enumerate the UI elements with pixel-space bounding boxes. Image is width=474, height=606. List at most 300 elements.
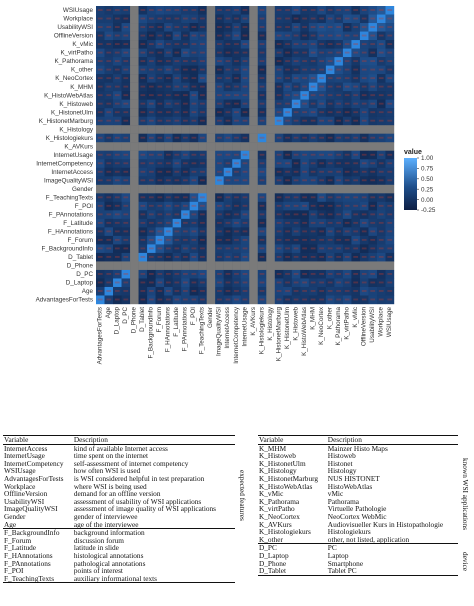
heatmap-cell (292, 125, 301, 134)
heatmap-cell (309, 125, 318, 134)
cell-value-mark (234, 69, 239, 71)
heatmap-cell (283, 185, 292, 194)
heatmap-cell (275, 185, 284, 194)
cell-value-mark (166, 230, 171, 232)
group-label-expected-features: expected features (238, 470, 247, 521)
heatmap-cell (207, 23, 216, 32)
cell-value-mark (387, 86, 392, 88)
cell-value-mark (157, 230, 162, 232)
heatmap-cell (283, 142, 292, 151)
y-tick-label: K_Pathorama (54, 58, 93, 66)
cell-value-mark (311, 213, 316, 215)
heatmap-cell (164, 261, 173, 270)
cell-value-mark (387, 239, 392, 241)
cell-value-mark (353, 77, 358, 79)
cell-value-mark (277, 137, 282, 139)
heatmap-cell (130, 227, 139, 236)
cell-value-mark (277, 60, 282, 62)
cell-value-mark (328, 77, 333, 79)
heatmap-cell (266, 74, 275, 83)
y-tick-label: F_BackgroundInfo (41, 245, 93, 253)
cell-value-mark (370, 154, 375, 156)
heatmap-cell (173, 125, 182, 134)
cell-value-mark (345, 86, 350, 88)
cell-value-mark (226, 162, 231, 164)
cell-value-mark (353, 230, 358, 232)
cell-value-mark (336, 69, 341, 71)
cell-value-mark (175, 26, 180, 28)
cell-value-mark (157, 299, 162, 301)
legend-tick-label: 0.25 (421, 186, 434, 194)
cell-value-mark (336, 18, 341, 20)
heatmap-cell (343, 185, 352, 194)
cell-value-mark (166, 43, 171, 45)
heatmap-cell (164, 142, 173, 151)
table-left-header-variable: Variable (3, 436, 73, 445)
cell-value-mark (192, 52, 197, 54)
heatmap-cell (249, 210, 258, 219)
cell-value-mark (192, 35, 197, 37)
cell-value-mark (345, 290, 350, 292)
heatmap-cell (266, 108, 275, 117)
legend-colorbar (404, 158, 417, 210)
legend-tick-label: 0.00 (421, 196, 434, 204)
cell-value-mark (175, 247, 180, 249)
cell-value-mark (183, 273, 188, 275)
cell-value-mark (294, 94, 299, 96)
cell-value-mark (115, 222, 120, 224)
cell-value-mark (285, 43, 290, 45)
cell-value-mark (370, 103, 375, 105)
cell-value-mark (115, 43, 120, 45)
cell-value-mark (200, 60, 205, 62)
cell-value-mark (166, 247, 171, 249)
cell-value-mark (192, 77, 197, 79)
cell-value-mark (140, 162, 145, 164)
cell-value-mark (183, 137, 188, 139)
heatmap-cell (96, 142, 105, 151)
cell-value-mark (285, 35, 290, 37)
heatmap-cell (275, 142, 284, 151)
heatmap-cell (130, 100, 139, 109)
cell-value-mark (217, 111, 222, 113)
heatmap-cell (266, 261, 275, 270)
cell-value-mark (294, 179, 299, 181)
cell-value-mark (149, 247, 154, 249)
cell-value-mark (115, 213, 120, 215)
description-cell: assessment of usability of WSI applications (73, 496, 202, 506)
heatmap-cell (266, 40, 275, 49)
cell-value-mark (234, 137, 239, 139)
heatmap-cell (385, 261, 394, 270)
variable-cell: K_virtPatho (259, 504, 295, 514)
cell-value-mark (328, 230, 333, 232)
cell-value-mark (370, 290, 375, 292)
cell-value-mark (345, 247, 350, 249)
cell-value-mark (226, 290, 231, 292)
heatmap-cell (215, 125, 224, 134)
y-tick-label: F_POI (74, 202, 93, 210)
cell-value-mark (175, 282, 180, 284)
cell-value-mark (98, 35, 103, 37)
cell-value-mark (379, 171, 384, 173)
cell-value-mark (370, 282, 375, 284)
cell-value-mark (260, 69, 265, 71)
cell-value-mark (183, 247, 188, 249)
heatmap-cell (207, 244, 216, 253)
cell-value-mark (140, 239, 145, 241)
heatmap-cell (249, 57, 258, 66)
cell-value-mark (294, 256, 299, 258)
cell-value-mark (192, 26, 197, 28)
cell-value-mark (328, 179, 333, 181)
cell-value-mark (370, 239, 375, 241)
cell-value-mark (362, 35, 367, 37)
heatmap-cell (130, 6, 139, 15)
description-cell: Laptop (327, 550, 349, 560)
description-cell: Smartphone (327, 558, 364, 568)
cell-value-mark (243, 43, 248, 45)
cell-value-mark (379, 43, 384, 45)
cell-value-mark (157, 43, 162, 45)
x-tick-label: K_Histology (266, 307, 274, 341)
cell-value-mark (243, 111, 248, 113)
cell-value-mark (183, 230, 188, 232)
cell-value-mark (345, 52, 350, 54)
variable-cell: K_other (259, 534, 283, 544)
table-left-header-description: Description (73, 436, 235, 445)
cell-value-mark (166, 35, 171, 37)
cell-value-mark (277, 247, 282, 249)
description-cell: how often WSI is used (73, 466, 141, 476)
heatmap-cell (130, 49, 139, 58)
variable-cell: ImageQualityWSI (4, 504, 58, 514)
heatmap-cell (249, 176, 258, 185)
cell-value-mark (123, 171, 128, 173)
cell-value-mark (175, 273, 180, 275)
cell-value-mark (345, 154, 350, 156)
cell-value-mark (106, 299, 111, 301)
cell-value-mark (175, 196, 180, 198)
heatmap-cell (207, 159, 216, 168)
heatmap-cell (130, 219, 139, 228)
heatmap-cell (309, 185, 318, 194)
cell-value-mark (226, 282, 231, 284)
cell-value-mark (140, 111, 145, 113)
cell-value-mark (319, 247, 324, 249)
cell-value-mark (149, 162, 154, 164)
cell-value-mark (200, 120, 205, 122)
cell-value-mark (277, 52, 282, 54)
cell-value-mark (260, 222, 265, 224)
heatmap-cell (351, 125, 360, 134)
cell-value-mark (294, 230, 299, 232)
cell-value-mark (362, 222, 367, 224)
cell-value-mark (234, 162, 239, 164)
cell-value-mark (311, 247, 316, 249)
heatmap-cell (249, 193, 258, 202)
cell-value-mark (328, 282, 333, 284)
cell-value-mark (302, 222, 307, 224)
heatmap-cell (207, 66, 216, 75)
cell-value-mark (217, 26, 222, 28)
cell-value-mark (311, 69, 316, 71)
cell-value-mark (328, 222, 333, 224)
cell-value-mark (277, 69, 282, 71)
cell-value-mark (285, 69, 290, 71)
x-tick-label: F_BackgroundInfo (147, 307, 155, 359)
cell-value-mark (277, 179, 282, 181)
cell-value-mark (260, 299, 265, 301)
diagonal-cell (249, 142, 258, 151)
cell-value-mark (226, 299, 231, 301)
cell-value-mark (234, 171, 239, 173)
cell-value-mark (98, 52, 103, 54)
cell-value-mark (345, 222, 350, 224)
cell-value-mark (234, 213, 239, 215)
cell-value-mark (379, 205, 384, 207)
cell-value-mark (115, 256, 120, 258)
heatmap-cell (258, 261, 267, 270)
heatmap-cell (283, 261, 292, 270)
heatmap-cell (130, 270, 139, 279)
cell-value-mark (183, 111, 188, 113)
heatmap-cell (130, 236, 139, 245)
cell-value-mark (115, 35, 120, 37)
cell-value-mark (328, 162, 333, 164)
cell-value-mark (336, 256, 341, 258)
legend-tick-label: 1.00 (421, 155, 434, 163)
cell-value-mark (106, 222, 111, 224)
cell-value-mark (234, 120, 239, 122)
cell-value-mark (387, 196, 392, 198)
heatmap-cell (207, 151, 216, 160)
cell-value-mark (166, 86, 171, 88)
cell-value-mark (319, 94, 324, 96)
cell-value-mark (98, 299, 103, 301)
heatmap-cell (360, 185, 369, 194)
cell-value-mark (192, 247, 197, 249)
cell-value-mark (243, 273, 248, 275)
cell-value-mark (353, 162, 358, 164)
table-left (3, 435, 235, 583)
diagonal-cell (130, 261, 139, 270)
heatmap-cell (249, 91, 258, 100)
cell-value-mark (328, 60, 333, 62)
table-row (3, 537, 235, 545)
cell-value-mark (387, 247, 392, 249)
cell-value-mark (243, 196, 248, 198)
cell-value-mark (166, 196, 171, 198)
cell-value-mark (98, 137, 103, 139)
cell-value-mark (353, 154, 358, 156)
cell-value-mark (243, 282, 248, 284)
variable-cell: InternetCompetency (4, 458, 64, 468)
cell-value-mark (362, 290, 367, 292)
cell-value-mark (345, 230, 350, 232)
cell-value-mark (353, 137, 358, 139)
cell-value-mark (226, 69, 231, 71)
variable-cell: K_AVKurs (259, 519, 292, 529)
cell-value-mark (192, 282, 197, 284)
cell-value-mark (379, 273, 384, 275)
cell-value-mark (106, 111, 111, 113)
cell-value-mark (183, 256, 188, 258)
cell-value-mark (328, 86, 333, 88)
cell-value-mark (336, 60, 341, 62)
cell-value-mark (302, 179, 307, 181)
cell-value-mark (106, 290, 111, 292)
cell-value-mark (192, 103, 197, 105)
cell-value-mark (123, 137, 128, 139)
cell-value-mark (285, 222, 290, 224)
cell-value-mark (217, 179, 222, 181)
heatmap-cell (156, 185, 165, 194)
cell-value-mark (362, 247, 367, 249)
cell-value-mark (166, 9, 171, 11)
cell-value-mark (243, 94, 248, 96)
cell-value-mark (285, 120, 290, 122)
cell-value-mark (362, 282, 367, 284)
cell-value-mark (353, 282, 358, 284)
heatmap-cell (224, 261, 233, 270)
cell-value-mark (175, 77, 180, 79)
cell-value-mark (98, 282, 103, 284)
cell-value-mark (217, 60, 222, 62)
x-tick-label: K_NeoCortex (317, 307, 325, 345)
cell-value-mark (311, 162, 316, 164)
heatmap-cell (249, 261, 258, 270)
cell-value-mark (115, 247, 120, 249)
heatmap-cell (207, 210, 216, 219)
cell-value-mark (175, 69, 180, 71)
x-tick-label: Gender (207, 307, 215, 329)
cell-value-mark (175, 162, 180, 164)
cell-value-mark (140, 77, 145, 79)
cell-value-mark (311, 171, 316, 173)
cell-value-mark (183, 69, 188, 71)
y-tick-label: K_MHM (70, 83, 93, 91)
description-cell: kind of available Internet access (73, 443, 168, 453)
cell-value-mark (166, 162, 171, 164)
cell-value-mark (217, 196, 222, 198)
cell-value-mark (370, 35, 375, 37)
cell-value-mark (285, 290, 290, 292)
cell-value-mark (362, 18, 367, 20)
cell-value-mark (200, 171, 205, 173)
cell-value-mark (243, 205, 248, 207)
variable-cell: Gender (4, 511, 26, 521)
cell-value-mark (370, 18, 375, 20)
y-tick-label: D_Phone (66, 262, 93, 270)
x-tick-label: InternetAccess (224, 307, 232, 349)
cell-value-mark (260, 162, 265, 164)
heatmap-cell (249, 287, 258, 296)
cell-value-mark (200, 256, 205, 258)
description-cell: age of the interviewee (73, 519, 139, 529)
cell-value-mark (226, 43, 231, 45)
cell-value-mark (140, 213, 145, 215)
cell-value-mark (183, 299, 188, 301)
cell-value-mark (200, 205, 205, 207)
heatmap-cell (249, 270, 258, 279)
cell-value-mark (379, 239, 384, 241)
cell-value-mark (294, 26, 299, 28)
cell-value-mark (379, 69, 384, 71)
heatmap-cell (249, 295, 258, 304)
cell-value-mark (243, 247, 248, 249)
heatmap-cell (249, 6, 258, 15)
cell-value-mark (106, 273, 111, 275)
cell-value-mark (123, 43, 128, 45)
cell-value-mark (217, 162, 222, 164)
cell-value-mark (123, 247, 128, 249)
cell-value-mark (319, 26, 324, 28)
cell-value-mark (166, 103, 171, 105)
cell-value-mark (140, 103, 145, 105)
cell-value-mark (175, 290, 180, 292)
cell-value-mark (311, 77, 316, 79)
heatmap-cell (232, 261, 241, 270)
heatmap-cell (334, 125, 343, 134)
heatmap-cell (249, 185, 258, 194)
cell-value-mark (106, 9, 111, 11)
heatmap-cell (207, 278, 216, 287)
cell-value-mark (362, 230, 367, 232)
heatmap-cell (207, 32, 216, 41)
heatmap-cell (181, 185, 190, 194)
cell-value-mark (294, 205, 299, 207)
y-tick-label: K_vMic (72, 41, 93, 49)
cell-value-mark (226, 18, 231, 20)
cell-value-mark (277, 9, 282, 11)
cell-value-mark (353, 171, 358, 173)
cell-value-mark (285, 94, 290, 96)
cell-value-mark (98, 26, 103, 28)
cell-value-mark (319, 52, 324, 54)
cell-value-mark (123, 111, 128, 113)
cell-value-mark (302, 213, 307, 215)
description-cell: discussion forum (73, 535, 124, 545)
heatmap-cell (207, 83, 216, 92)
heatmap-cell (334, 185, 343, 194)
cell-value-mark (336, 196, 341, 198)
variable-cell: UsabilityWSI (4, 496, 45, 506)
cell-value-mark (217, 77, 222, 79)
cell-value-mark (285, 282, 290, 284)
cell-value-mark (226, 86, 231, 88)
cell-value-mark (115, 273, 120, 275)
x-tick-label: OfflineVersion (360, 307, 368, 347)
y-tick-label: K_virtPatho (60, 49, 93, 57)
cell-value-mark (353, 179, 358, 181)
cell-value-mark (294, 120, 299, 122)
cell-value-mark (387, 26, 392, 28)
cell-value-mark (192, 69, 197, 71)
cell-value-mark (192, 239, 197, 241)
cell-value-mark (302, 86, 307, 88)
cell-value-mark (140, 282, 145, 284)
heatmap-cell (130, 108, 139, 117)
table-row (258, 483, 458, 491)
cell-value-mark (217, 230, 222, 232)
cell-value-mark (183, 77, 188, 79)
cell-value-mark (387, 103, 392, 105)
cell-value-mark (149, 94, 154, 96)
cell-value-mark (353, 52, 358, 54)
cell-value-mark (260, 60, 265, 62)
cell-value-mark (157, 9, 162, 11)
